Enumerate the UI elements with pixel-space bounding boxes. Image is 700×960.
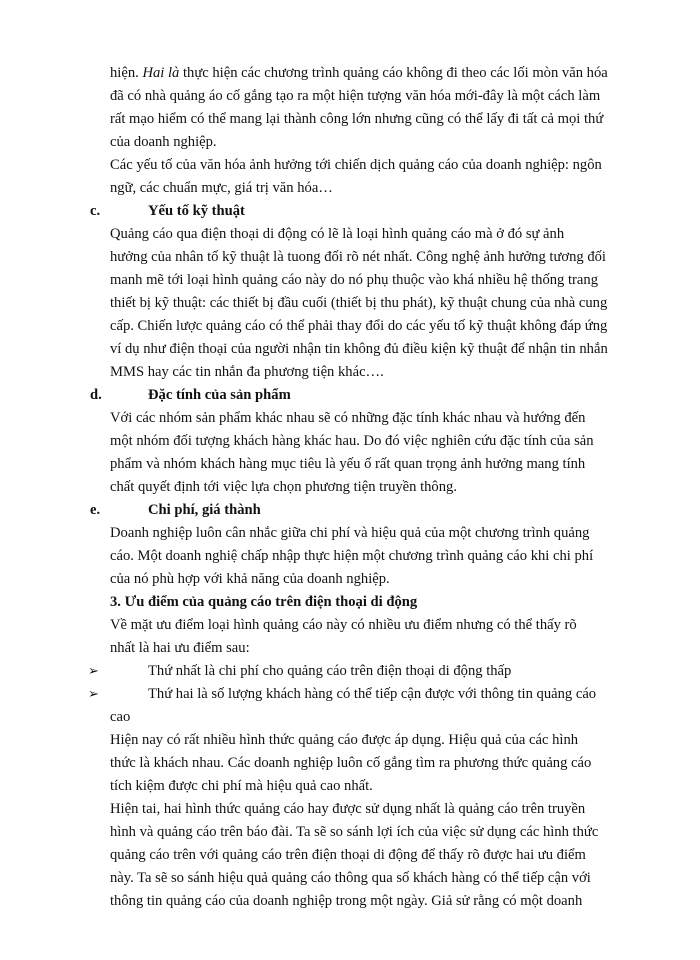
section-d-marker: d.: [90, 387, 102, 403]
bullet-2-continuation: cao: [110, 709, 131, 725]
p3-line-1: Quảng cáo qua điện thoại di động có lẽ là loại hình quảng cáo mà ở đó sự ảnh: [110, 226, 565, 242]
p4-line-2: một nhóm đối tượng khách hàng khác hau. Do đó việc nghiên cứu đặc tính của sản: [110, 433, 594, 449]
section-3-title: 3. Ưu điểm của quảng cáo trên điện thoại di động: [110, 594, 418, 610]
section-e-title: Chi phí, giá thành: [148, 502, 261, 518]
bullet-1-text: Thứ nhất là chi phí cho quảng cáo trên điện thoại di động thấp: [148, 663, 512, 679]
p1-line-3: rất mạo hiểm có thể mang lại thành công lớn nhưng cũng có thể lấy đi tất cả mọi thứ: [110, 111, 604, 127]
p1-line-1-italic: Hai là: [142, 65, 180, 81]
p1-line-1: [110, 62, 608, 84]
bullet-2-text: Thứ hai là số lượng khách hàng có thể tiếp cận được với thông tin quảng cáo: [148, 686, 597, 702]
p1-line-1-rest: thực hiện các chương trình quảng cáo không đi theo các lối mòn văn hóa: [179, 65, 608, 81]
section-c-title: Yếu tố kỹ thuật: [148, 203, 245, 219]
p8-line-3: quảng cáo trên với quảng cáo trên điện thoại di động để thấy rõ được hai ưu điểm: [110, 847, 586, 863]
p3-line-3: manh mẽ tới loại hình quảng cáo này do nó phụ thuộc vào khá nhiều hệ thống trang: [110, 272, 598, 288]
p3-line-5: cấp. Chiến lược quảng cáo có thể phải thay đổi do các yếu tố kỹ thuật không đáp ứng: [110, 318, 608, 334]
p8-line-5: thông tin quảng cáo của doanh nghiệp trong một ngày. Giả sử rằng có một doanh: [110, 893, 583, 909]
p4-line-1: Với các nhóm sản phẩm khác nhau sẽ có những đặc tính khác nhau và hướng đến: [110, 410, 586, 426]
section-c-marker: c.: [90, 203, 101, 219]
p5-line-3: của nó phù hợp với khả năng của doanh nghiệp.: [110, 571, 390, 587]
p8-line-2: hình và quảng cáo trên báo đài. Ta sẽ so sánh lợi ích của việc sử dụng các hình thức: [110, 824, 599, 840]
p7-line-1: Hiện nay có rất nhiều hình thức quảng cáo được áp dụng. Hiệu quả của các hình: [110, 732, 579, 748]
p6-line-1: Về mặt ưu điểm loại hình quảng cáo này có nhiều ưu điểm nhưng có thể thấy rõ: [110, 617, 577, 633]
p1-line-2: đã có nhà quảng áo cố gắng tạo ra một hiện tượng văn hóa mới-đây là một cách làm: [110, 88, 601, 104]
p8-line-1: Hiện tai, hai hình thức quảng cáo hay được sử dụng nhất là quảng cáo trên truyền: [110, 801, 586, 817]
p5-line-2: cáo. Một doanh nghiệ chấp nhập thực hiện một chương trình quảng cáo khi chi phí: [110, 548, 594, 564]
p3-line-2: hưởng của nhân tố kỹ thuật là tuong đối rõ nét nhất. Công nghệ ảnh hưởng tương đối: [110, 249, 606, 265]
p5-line-1: Doanh nghiệp luôn cân nhắc giữa chi phí và hiệu quả của một chương trình quảng: [110, 525, 590, 541]
bullet-arrow-icon: ➢: [88, 686, 99, 701]
p3-line-6: ví dụ như điện thoại của người nhận tin không đủ điều kiện kỹ thuật để nhận tin nhắn: [110, 341, 608, 357]
p6-line-2: nhất là hai ưu điểm sau:: [110, 640, 250, 656]
p1-line-4: của doanh nghiệp.: [110, 134, 217, 150]
p7-line-2: thức là khách nhau. Các doanh nghiệp luôn cố gắng tìm ra phương thức quảng cáo: [110, 755, 592, 771]
section-d-title: Đặc tính của sản phẩm: [148, 387, 291, 403]
p7-line-3: tích kiệm được chi phí mà hiệu quả cao nhất.: [110, 778, 373, 794]
p8-line-4: này. Ta sẽ so sánh hiệu quả quảng cáo thông qua số khách hàng có thể tiếp cận với: [110, 870, 591, 886]
p2-line-2: ngữ, các chuẩn mực, giá trị văn hóa…: [110, 180, 333, 196]
p4-line-3: phẩm và nhóm khách hàng mục tiêu là yếu ố rất quan trọng ảnh hưởng mang tính: [110, 456, 586, 472]
p3-line-4: thiết bị kỹ thuật: các thiết bị đầu cuối (thiết bị thu phát), kỹ thuật chung của nhà cung: [110, 295, 608, 311]
p1-line-1-prefix: hiện.: [110, 65, 143, 81]
p2-line-1: Các yếu tố của văn hóa ảnh hưởng tới chiến dịch quảng cáo của doanh nghiệp: ngôn: [110, 157, 602, 173]
section-e-marker: e.: [90, 502, 101, 518]
p4-line-4: chất quyết định tới việc lựa chọn phương tiện truyền thông.: [110, 479, 457, 495]
p3-line-7: MMS hay các tin nhắn đa phương tiện khác….: [110, 364, 384, 380]
bullet-arrow-icon: ➢: [88, 663, 99, 678]
